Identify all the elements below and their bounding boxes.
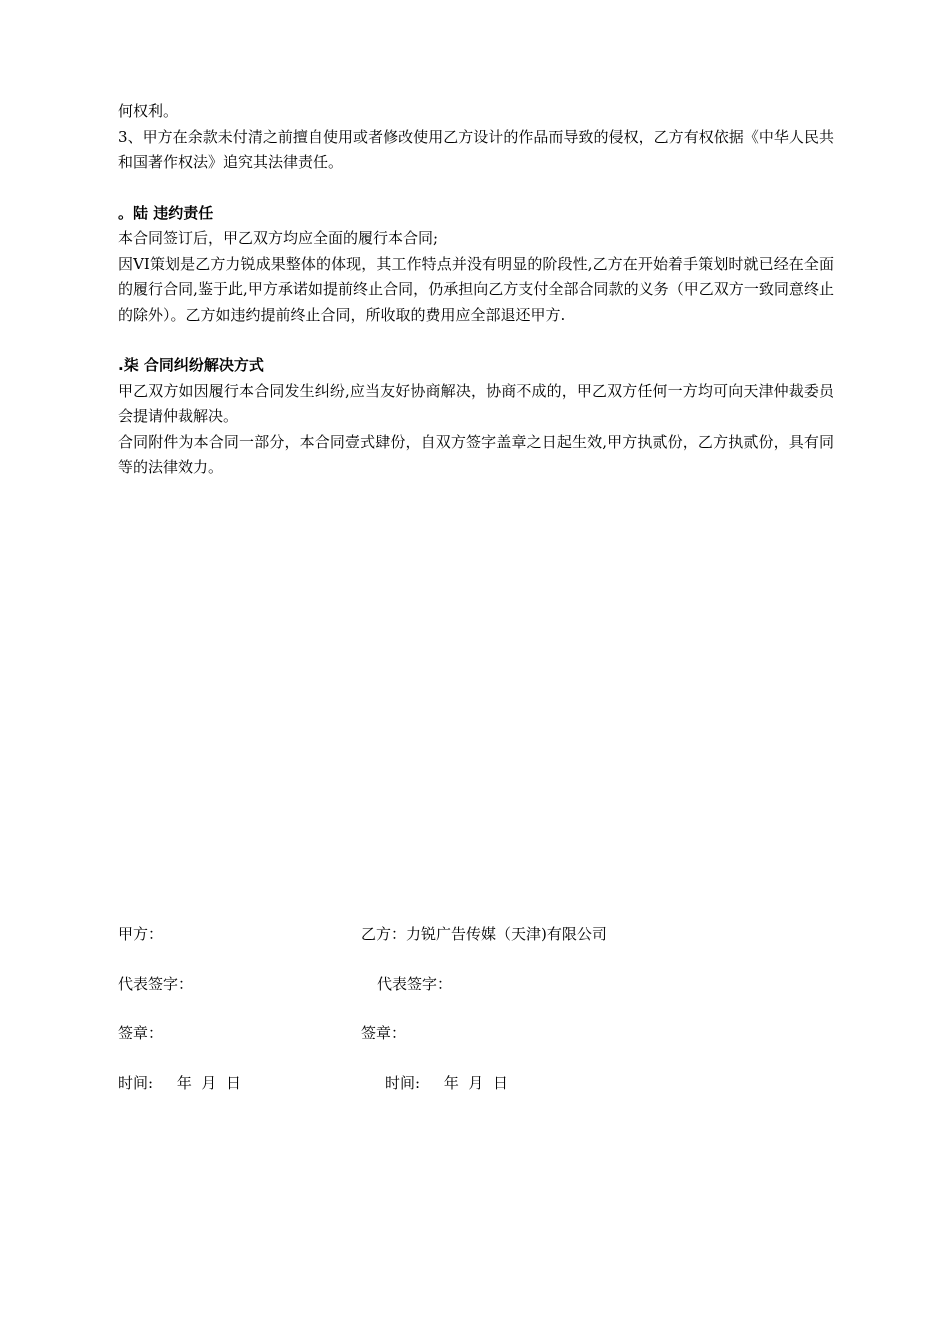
section-heading-breach: 。陆 违约责任 bbox=[118, 203, 214, 222]
party-b-seal-label: 签章： bbox=[361, 1024, 407, 1042]
party-b-representative-label: 代表签字： bbox=[377, 975, 453, 993]
previous-clause-ending: 何权利。 bbox=[118, 102, 179, 120]
party-a-date-label: 时间: 年 月 日 bbox=[118, 1074, 241, 1092]
dispute-paragraph-1: 甲乙双方如因履行本合同发生纠纷,应当友好协商解决，协商不成的，甲乙双方任何一方均可向天津仲裁委员会提请仲裁解决。 bbox=[118, 381, 834, 425]
party-a-representative-label: 代表签字： bbox=[118, 975, 194, 993]
party-b-label: 乙方：力锐广告传媒（天津)有限公司 bbox=[361, 925, 607, 943]
paragraph-gap bbox=[118, 176, 834, 201]
contract-body bbox=[118, 99, 834, 481]
party-b-date-label: 时间: 年 月 日 bbox=[385, 1074, 508, 1092]
dispute-paragraph-2: 合同附件为本合同一部分，本合同壹式肆份，自双方签字盖章之日起生效,甲方执贰份，乙方执贰份，具有同等的法律效力。 bbox=[118, 432, 834, 476]
paragraph-gap bbox=[118, 328, 834, 353]
clause-item-3: 3、甲方在余款未付清之前擅自使用或者修改使用乙方设计的作品而导致的侵权，乙方有权依据《中华人民共和国著作权法》追究其法律责任。 bbox=[118, 127, 834, 171]
section-heading-dispute: .柒 合同纠纷解决方式 bbox=[118, 356, 264, 374]
party-a-seal-label: 签章： bbox=[118, 1024, 164, 1042]
breach-paragraph-2: 因VI策划是乙方力锐成果整体的体现，其工作特点并没有明显的阶段性,乙方在开始着手策划时就已经在全面的履行合同,鉴于此,甲方承诺如提前终止合同，仍承担向乙方支付全部合同款的义务（甲乙双方一致同意终止的除外）。乙方如违约提前终止合同，所收取的费用应全部退还甲方. bbox=[118, 254, 834, 324]
party-a-label: 甲方： bbox=[118, 925, 164, 943]
breach-paragraph-1: 本合同签订后，甲乙双方均应全面的履行本合同; bbox=[118, 229, 439, 247]
